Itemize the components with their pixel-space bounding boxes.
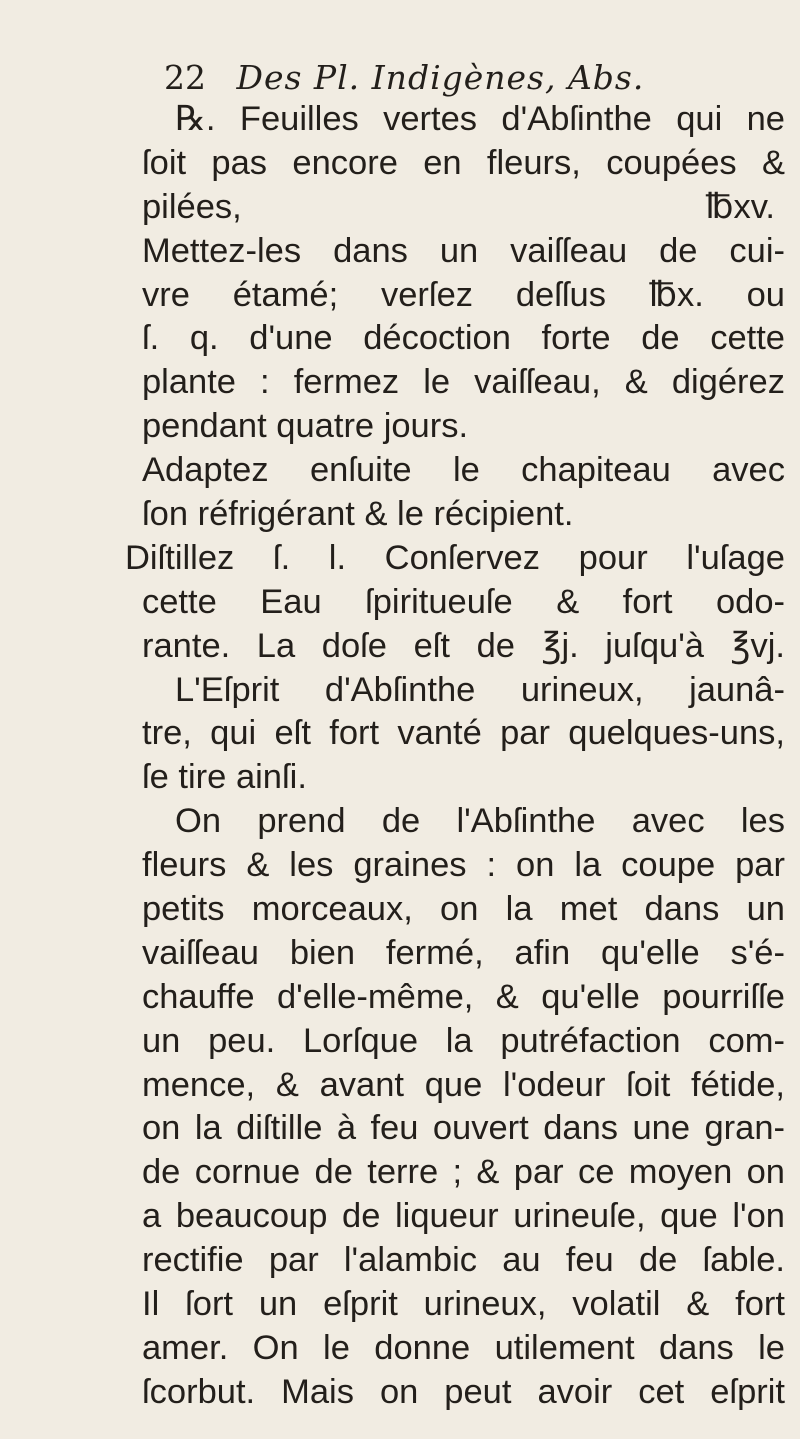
text-line: Diſtillez ſ. l. Conſervez pour l'uſage xyxy=(125,538,785,577)
text-line: Il ſort un eſprit urineux, volatil & fort xyxy=(142,1285,785,1324)
text-line: a beaucoup de liqueur urineuſe, que l'on xyxy=(142,1197,785,1236)
text-line: tre, qui eſt fort vanté par quelques-uns, xyxy=(142,714,785,753)
page-number: 22 xyxy=(164,58,206,97)
text-line: cette Eau ſpiritueuſe & fort odo- xyxy=(142,582,785,621)
text-line: Adaptez enſuite le chapiteau avec xyxy=(142,451,785,490)
text-line: ſe tire ainſi. xyxy=(142,758,307,797)
body-text xyxy=(125,98,785,1415)
text-line: plante : fermez le vaiſſeau, & digérez xyxy=(142,363,785,402)
text-line: ſ. q. d'une décoction forte de cette xyxy=(142,319,785,358)
text-line: chauffe d'elle-même, & qu'elle pourriſſe xyxy=(142,977,785,1016)
text-line: ſon réfrigérant & le récipient. xyxy=(142,495,574,534)
text-line: petits morceaux, on la met dans un xyxy=(142,890,785,929)
text-line: un peu. Lorſque la putréfaction com- xyxy=(142,1021,785,1060)
text-line: fleurs & les graines : on la coupe par xyxy=(142,846,785,885)
text-line: on la diſtille à feu ouvert dans une gran- xyxy=(142,1109,785,1148)
text-line: ſcorbut. Mais on peut avoir cet eſprit xyxy=(142,1372,785,1411)
text-line: de cornue de terre ; & par ce moyen on xyxy=(142,1153,785,1192)
text-line: mence, & avant que l'odeur ſoit fétide, xyxy=(142,1065,785,1104)
text-line: vaiſſeau bien fermé, afin qu'elle s'é- xyxy=(142,933,785,972)
text-line: pendant quatre jours. xyxy=(142,407,469,446)
text-line: On prend de l'Abſinthe avec les xyxy=(175,802,785,841)
text-line: vre étamé; verſez deſſus ℔x. ou xyxy=(142,275,785,314)
page-header xyxy=(164,58,784,98)
text-line: Mettez-les dans un vaiſſeau de cui- xyxy=(142,231,785,270)
text-line-with-quantity xyxy=(125,186,785,230)
text-line: ſoit pas encore en fleurs, coupées & xyxy=(142,143,785,182)
text-line: amer. On le donne utilement dans le xyxy=(142,1328,785,1367)
text-fragment: pilées, xyxy=(142,187,242,226)
text-line: ℞. Feuilles vertes d'Abſinthe qui ne xyxy=(175,100,785,138)
text-line: rectifie par l'alambic au feu de ſable. xyxy=(142,1241,785,1280)
quantity-label: ℔xv. xyxy=(705,187,775,226)
text-line: rante. La doſe eſt de ℥j. juſqu'à ℥vj. xyxy=(142,626,785,665)
text-line: L'Eſprit d'Abſinthe urineux, jaunâ- xyxy=(175,670,785,709)
running-title: Des Pl. Indigènes, Abs. xyxy=(236,58,645,97)
